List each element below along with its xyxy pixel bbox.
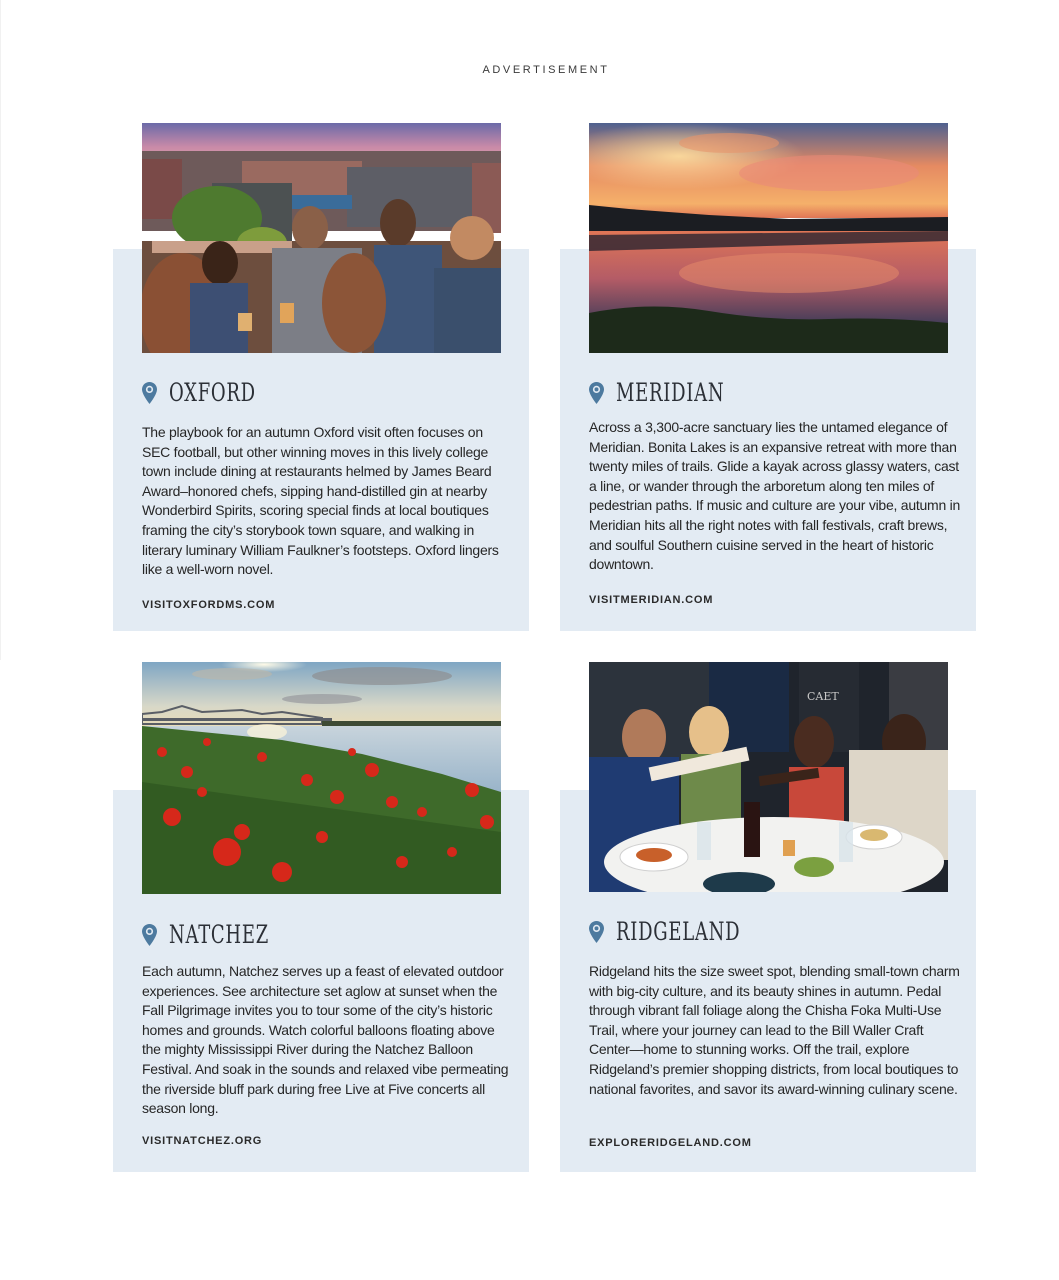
photo-natchez <box>142 662 501 894</box>
city-title-natchez: NATCHEZ <box>169 920 269 949</box>
map-pin-icon <box>142 924 157 946</box>
photo-meridian <box>589 123 948 353</box>
city-title-ridgeland: RIDGELAND <box>616 917 741 946</box>
card-heading-oxford <box>142 378 290 407</box>
advertisement-label: ADVERTISEMENT <box>482 64 610 76</box>
link-visitnatchez[interactable]: VISITNATCHEZ.ORG <box>142 1135 263 1147</box>
svg-text:CAET: CAET <box>807 690 839 703</box>
city-title-oxford: OXFORD <box>169 378 256 407</box>
card-body-ridgeland: Ridgeland hits the size sweet spot, blending small-town charm with big-city culture, and its beauty shines in autumn. Pedal through vibrant fall foliage along the Chisha Foka Multi-Use Trail, where your journey can lead to the Bill Waller Craft Center—home to stunning works. Off the trail, explore Ridgeland’s premier shopping districts, from local boutiques to national favorites, and savor its award-winning culinary scene. <box>589 963 960 1097</box>
page-edge-divider <box>0 0 1 660</box>
photo-oxford <box>142 123 501 353</box>
map-pin-icon <box>142 382 157 404</box>
city-title-meridian: MERIDIAN <box>616 378 725 407</box>
card-body-meridian: Across a 3,300-acre sanctuary lies the untamed elegance of Meridian. Bonita Lakes is an expansive retreat with more than twenty miles of trails. Glide a kayak across glassy waters, cast a line, or wander through the arboretum along ten miles of pedestrian paths. If music and culture are your vibe, autumn in Meridian hits all the right notes with fall festivals, craft brews, and soulful Southern cuisine served in the heart of historic downtown. <box>589 419 961 573</box>
map-pin-icon <box>589 382 604 404</box>
card-body-natchez: Each autumn, Natchez serves up a feast of elevated outdoor experiences. See architecture set aglow at sunset when the Fall Pilgrimage invites you to tour some of the city’s historic homes and grounds. Watch colorful balloons floating above the mighty Mississippi River during the Natchez Balloon Festival. And soak in the sounds and relaxed vibe permeating the riverside bluff park during free Live at Five concerts all season long. <box>142 963 509 1117</box>
photo-ridgeland <box>589 662 948 892</box>
card-heading-meridian <box>589 378 766 407</box>
link-visitoxfordms[interactable]: VISITOXFORDMS.COM <box>142 599 276 611</box>
link-visitmeridian[interactable]: VISITMERIDIAN.COM <box>589 594 714 606</box>
map-pin-icon <box>589 921 604 943</box>
card-heading-natchez <box>142 920 308 949</box>
card-body-oxford: The playbook for an autumn Oxford visit often focuses on SEC football, but other winning moves in this lively college town include dining at restaurants helmed by James Beard Award–honored chefs, sipping hand-distilled gin at nearby Wonderbird Spirits, scoring special finds at local boutiques framing the city’s storybook town square, and walking in literary luminary William Faulkner’s footsteps. Oxford lingers like a well-worn novel. <box>142 424 499 578</box>
card-heading-ridgeland <box>589 917 789 946</box>
link-exploreridgeland[interactable]: EXPLORERIDGELAND.COM <box>589 1137 752 1149</box>
